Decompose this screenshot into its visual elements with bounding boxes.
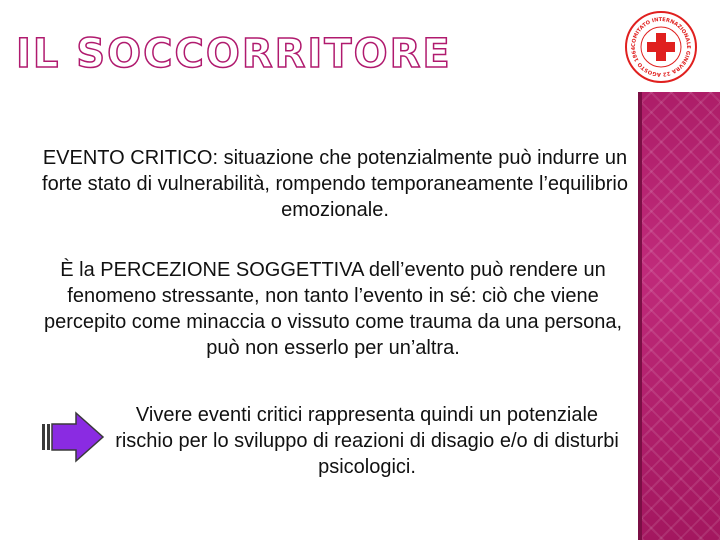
- logo-ring-text: COMITATO INTERNAZIONALE GINEVRA 22 AGOSTO 1864: [630, 16, 692, 78]
- paragraph-evento-critico: EVENTO CRITICO: situazione che potenzialmente può indurre un forte stato di vulnerabilità, rompendo temporaneamente l’equilibrio emozionale.: [42, 147, 628, 221]
- paragraph-percezione-soggettiva: È la PERCEZIONE SOGGETTIVA dell’evento può rendere un fenomeno stressante, non tanto l’evento in sé: ciò che viene percepito come minaccia o vissuto come trauma da una persona, può non esserlo per un’altra.: [43, 259, 623, 359]
- right-arrow-icon: [40, 410, 106, 464]
- paragraph-rischio: Vivere eventi critici rappresenta quindi un potenziale rischio per lo sviluppo di reazioni di disagio e/o di disturbi psicologici.: [115, 404, 619, 478]
- red-cross-logo: [624, 10, 698, 84]
- slide-title: IL SOCCORRITORE: [16, 31, 452, 77]
